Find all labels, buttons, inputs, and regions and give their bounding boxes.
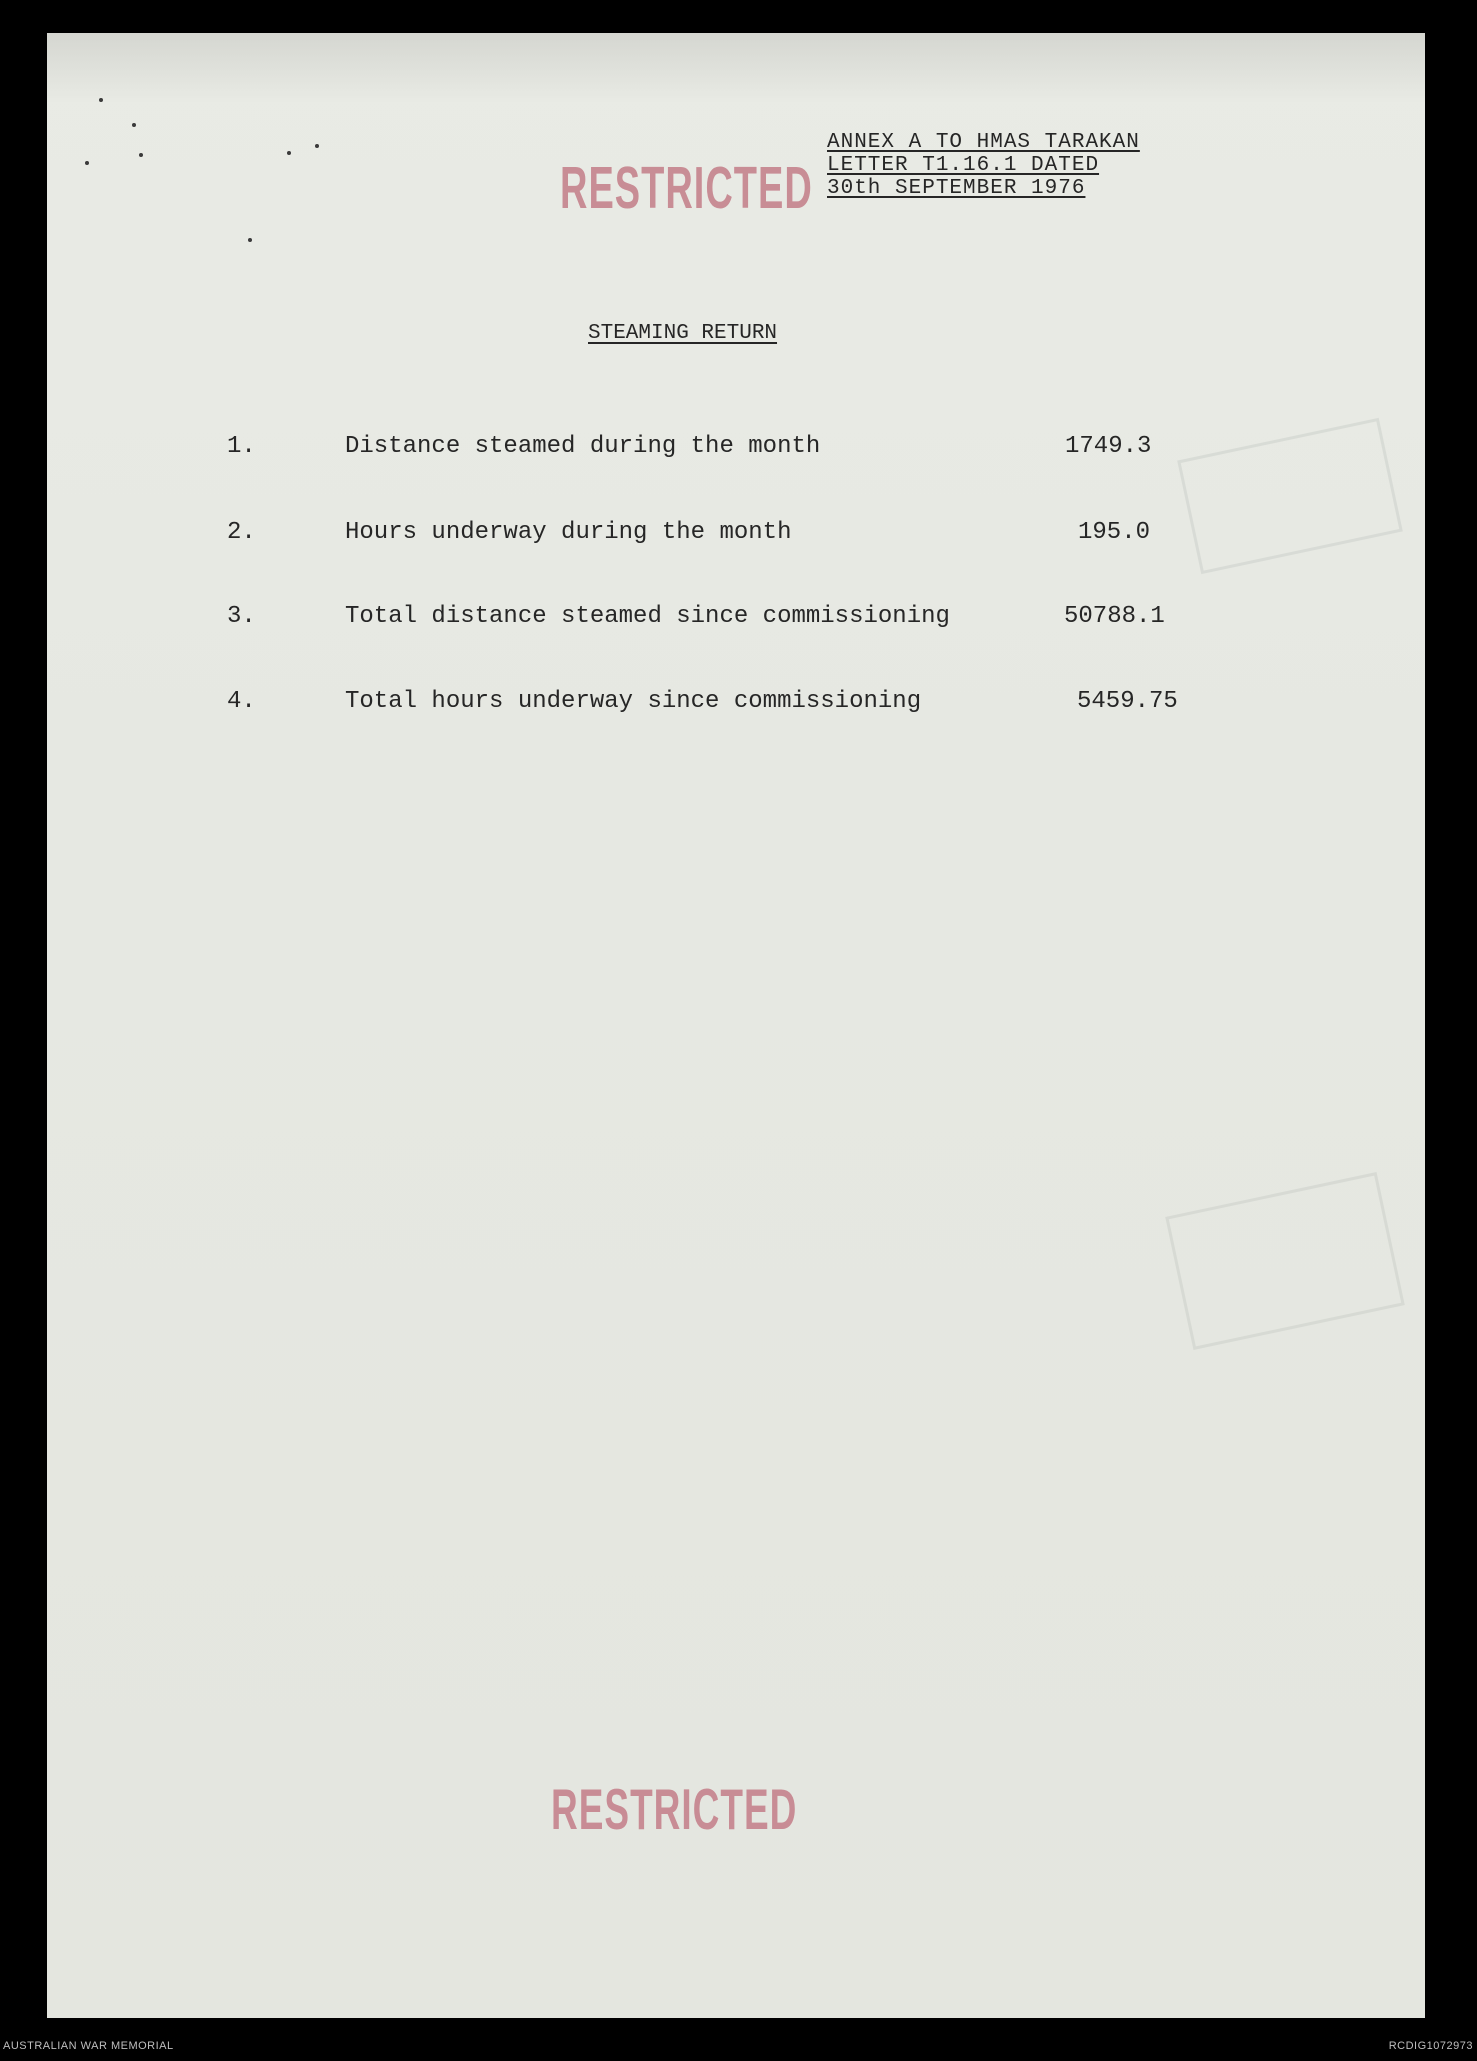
item-label: Total hours underway since commissioning [345,688,922,715]
item-value: 5459.75 [1077,688,1178,715]
restricted-stamp: RESTRICTED [560,157,813,223]
item-value: 195.0 [1078,519,1151,546]
annex-line: ANNEX A TO HMAS TARAKAN [827,131,1140,154]
speck-mark [85,161,89,165]
annex-line: LETTER T1.16.1 DATED [827,154,1100,177]
item-number: 1. [227,433,256,460]
item-value: 1749.3 [1065,433,1152,460]
watermark-logo [1177,418,1403,574]
speck-mark [139,153,143,157]
speck-mark [287,151,291,155]
speck-mark [315,144,319,148]
item-label: Total distance steamed since commissioning [345,603,950,630]
item-number: 2. [227,519,256,546]
footer-reference-id: RCDIG1072973 [1388,2040,1473,2052]
annex-reference [827,131,1140,200]
page-edge-shadow [47,33,1425,103]
document-page [47,33,1425,2018]
document-title: STEAMING RETURN [588,322,778,345]
item-number: 3. [227,603,256,630]
restricted-stamp: RESTRICTED [551,1778,798,1842]
item-label: Distance steamed during the month [345,433,821,460]
item-number: 4. [227,688,256,715]
watermark-logo [1165,1172,1405,1350]
annex-line: 30th SEPTEMBER 1976 [827,177,1086,200]
footer-credit: AUSTRALIAN WAR MEMORIAL [3,2040,174,2052]
item-label: Hours underway during the month [345,519,792,546]
item-value: 50788.1 [1064,603,1165,630]
speck-mark [132,123,136,127]
speck-mark [99,98,103,102]
speck-mark [248,238,252,242]
